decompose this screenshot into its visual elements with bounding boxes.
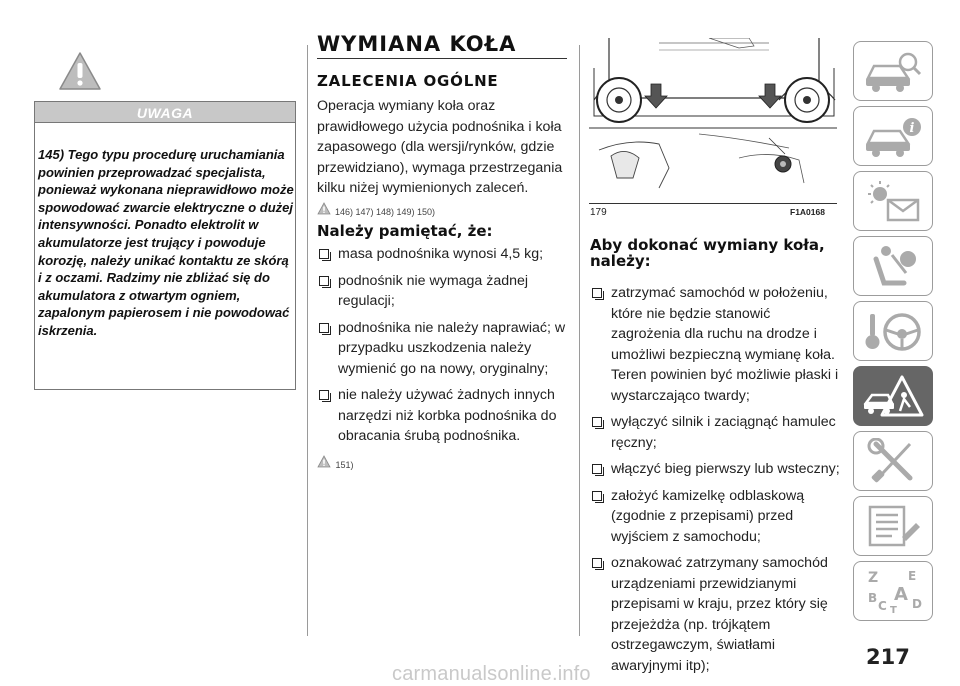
remember-list xyxy=(317,244,569,447)
tab-index[interactable] xyxy=(853,561,933,621)
tab-starting-driving[interactable] xyxy=(853,301,933,361)
figure-code: F1A0168 xyxy=(790,207,825,217)
wrench-screwdriver-icon xyxy=(862,438,924,484)
svg-text:i: i xyxy=(909,121,915,136)
emergency-triangle-icon xyxy=(862,373,924,419)
svg-text:T: T xyxy=(890,605,897,614)
warning-header: UWAGA xyxy=(34,101,296,123)
column-divider xyxy=(579,45,580,636)
list-item: wyłączyć silnik i zaciągnąć hamulec ręczny; xyxy=(590,412,842,453)
warning-number: 145) xyxy=(38,147,65,162)
tab-car-overview[interactable] xyxy=(853,41,933,101)
figure-number: 179 xyxy=(590,207,607,218)
steps-list-container xyxy=(590,283,842,682)
heading-remember: Należy pamiętać, że: xyxy=(317,222,493,240)
list-item: włączyć bieg pierwszy lub wsteczny; xyxy=(590,459,842,480)
steps-list xyxy=(590,283,842,676)
list-item: oznakować zatrzymany samochód urządzeniami przewidzianymi przepisami w kraju, przez który się przejeżdża (np. trójkątem ostrzegawczym, światłami awaryjnymi itp); xyxy=(590,553,842,676)
references-2: 151) xyxy=(335,459,354,470)
key-steering-wheel-icon xyxy=(862,308,924,354)
svg-text:Z: Z xyxy=(868,570,879,586)
watermark: carmanualsonline.info xyxy=(392,663,591,685)
small-warning-icon xyxy=(317,202,331,215)
intro-paragraph xyxy=(317,96,567,222)
tab-car-info[interactable] xyxy=(853,106,933,166)
lights-mail-icon xyxy=(862,178,924,224)
tab-emergency[interactable] xyxy=(853,366,933,426)
column-divider xyxy=(307,45,308,636)
small-warning-icon xyxy=(317,455,331,468)
refs-line-2 xyxy=(317,455,569,473)
refs-line-1 xyxy=(317,201,567,223)
list-item: podnośnik nie wymaga żadnej regulacji; xyxy=(317,271,569,312)
car-info-icon xyxy=(862,113,924,159)
svg-text:B: B xyxy=(868,591,878,605)
section-subtitle: ZALECENIA OGÓLNE xyxy=(317,72,499,90)
list-item: zatrzymać samochód w położeniu, które nie będzie stanowić zagrożenia dla ruchu na drodze i umożliwi bezpieczną wymianę koła. Teren powinien być możliwie płaski i wystarczająco twardy; xyxy=(590,283,842,406)
jack-points-illustration xyxy=(589,38,837,202)
index-az-icon xyxy=(862,568,924,614)
references-1: 146) 147) 148) 149) 150) xyxy=(334,206,436,217)
svg-text:D: D xyxy=(912,597,922,611)
list-item: nie należy używać żadnych innych narzędzi niż korbka podnośnika do obracania śrubą podnośnika. xyxy=(317,385,569,447)
tab-maintenance[interactable] xyxy=(853,431,933,491)
svg-text:A: A xyxy=(894,584,908,605)
tab-lights-messages[interactable] xyxy=(853,171,933,231)
figure-caption-rule xyxy=(589,203,837,204)
car-search-icon xyxy=(862,48,924,94)
tab-safety[interactable] xyxy=(853,236,933,296)
specifications-icon xyxy=(862,503,924,549)
remember-list-container xyxy=(317,244,569,473)
tab-specifications[interactable] xyxy=(853,496,933,556)
svg-text:E: E xyxy=(908,569,917,583)
section-title: WYMIANA KOŁA xyxy=(317,32,567,59)
list-item: założyć kamizelkę odblaskową (zgodnie z przepisami) przed wyjściem z samochodu; xyxy=(590,486,842,548)
list-item: masa podnośnika wynosi 4,5 kg; xyxy=(317,244,569,265)
warning-text-block xyxy=(38,146,294,340)
svg-text:C: C xyxy=(878,599,887,613)
page-number: 217 xyxy=(866,645,910,669)
warning-body: Tego typu procedurę uruchamiania powinien przeprowadzać specjalista, ponieważ wykonana nieprawidłowo może spowodować zwarcie elektryczne o dużej intensywności. Ponadto elektrolit w akumulatorze jest trujący i powoduje korozję, należy unikać kontaktu ze skórą i z oczami. Radzimy nie zbliżać się do akumulatora z otwartym ogniem, zapalonym papierosem i nie powodować iskrzenia. xyxy=(38,147,294,338)
intro-text: Operacja wymiany koła oraz prawidłowego użycia podnośnika i koła zapasowego (dla wersji/rynków, gdzie przewidziano), wymaga przestrzegania kilku niżej wymienionych zaleceń. xyxy=(317,98,563,196)
seat-airbag-icon xyxy=(862,243,924,289)
warning-triangle-icon xyxy=(58,50,102,92)
list-item: podnośnika nie należy naprawiać; w przypadku uszkodzenia należy wymienić go na nowy, oryginalny; xyxy=(317,318,569,380)
heading-how-to-change: Aby dokonać wymiany koła, należy: xyxy=(590,236,825,270)
